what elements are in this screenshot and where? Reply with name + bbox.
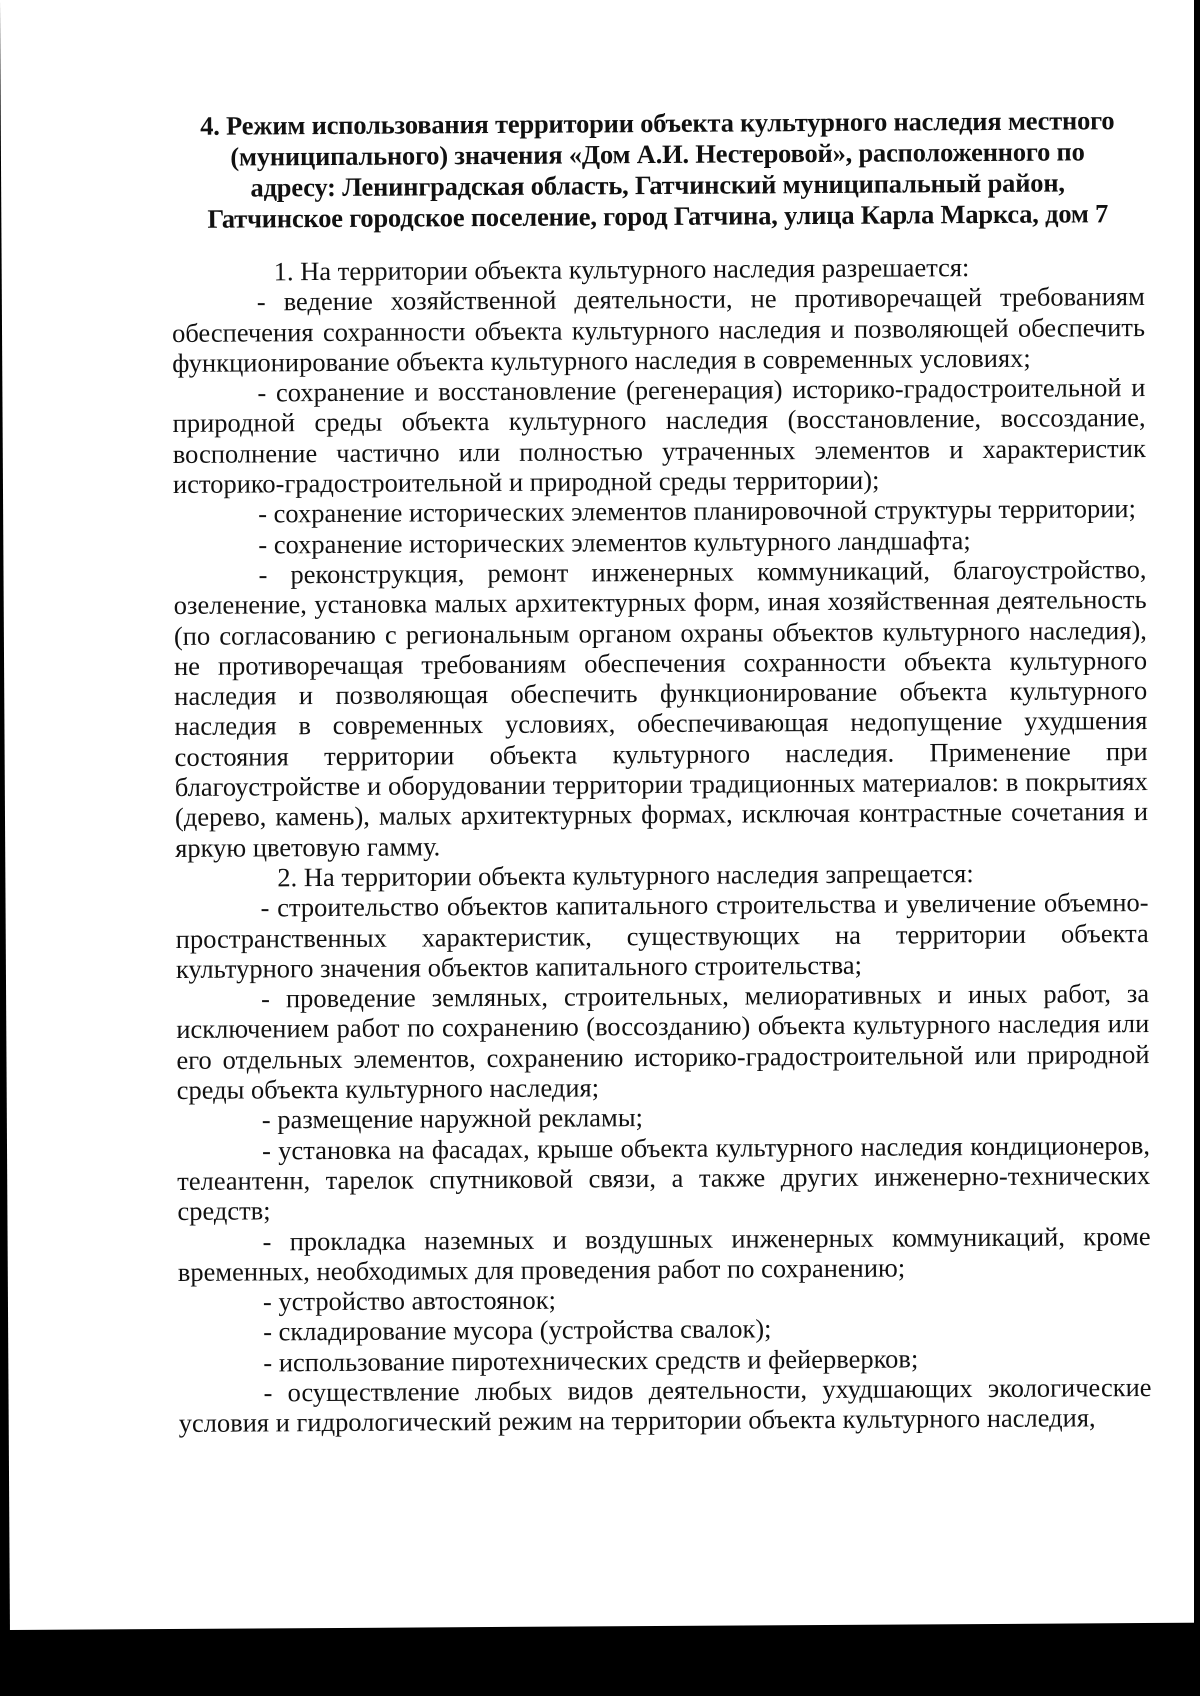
- permitted-item: - сохранение исторических элементов планировочной структуры территории;: [258, 493, 1136, 529]
- prohibited-item: - использование пиротехнических средств и фейерверков;: [263, 1343, 919, 1378]
- scan-border: [1194, 0, 1200, 1696]
- heading-line: 4. Режим использования территории объекта культурного наследия местного: [200, 105, 1115, 141]
- document-body: [171, 105, 1152, 1438]
- permitted-item: - ведение хозяйственной деятельности, не противоречащей требованиям обеспечения сохранности объекта культурного наследия и позволяющей обеспечить функционирование объекта культурного наследия в современных условиях;: [171, 281, 1146, 378]
- section-heading: [171, 105, 1145, 235]
- prohibited-item: - устройство автостоянок;: [262, 1284, 556, 1317]
- permitted-item: - сохранение исторических элементов культурного ландшафта;: [258, 524, 971, 560]
- prohibited-item: - складирование мусора (устройства свалок);: [263, 1313, 772, 1347]
- heading-line: адресу: Ленинградская область, Гатчинский муниципальный район,: [250, 167, 1065, 203]
- prohibited-item: - размещение наружной рекламы;: [261, 1102, 644, 1135]
- section-intro-permitted: 1. На территории объекта культурного наследия разрешается:: [273, 252, 970, 287]
- section-intro-prohibited: 2. На территории объекта культурного наследия запрещается:: [277, 858, 974, 893]
- prohibited-item: - прокладка наземных и воздушных инженерных коммуникаций, кроме временных, необходимых для проведения работ по сохранению;: [177, 1220, 1151, 1287]
- prohibited-item: - установка на фасадах, крыше объекта культурного наследия кондиционеров, телеантенн, тарелок спутниковой связи, а также других инженерно-технических средств;: [177, 1129, 1151, 1227]
- prohibited-item: - проведение земляных, строительных, мелиоративных и иных работ, за исключением работ по сохранению (воссозданию) объекта культурного наследия или его отдельных элементов, сохранению историко-градостроительной или природной среды объекта культурного наследия;: [176, 978, 1150, 1105]
- permitted-item: - сохранение и восстановление (регенерация) историко-градостроительной и природной среды объекта культурного наследия (восстановление, воссоздание, восполнение частично или полностью утраченных элементов и характеристик историко-градостроительной и природной среды территории);: [172, 372, 1146, 500]
- prohibited-item: - осуществление любых видов деятельности, ухудшающих экологические условия и гидрологический режим на территории объекта культурного наследия,: [178, 1371, 1152, 1439]
- heading-line: Гатчинское городское поселение, город Гатчина, улица Карла Маркса, дом 7: [207, 198, 1109, 234]
- prohibited-item: - строительство объектов капитального строительства и увеличение объемно-пространственных характеристик, существующих на территории объекта культурного значения объектов капитального строительства;: [175, 887, 1149, 984]
- permitted-item: - реконструкция, ремонт инженерных коммуникаций, благоустройство, озеленение, установка малых архитектурных форм, иная хозяйственная деятельность (по согласованию с региональным органом охраны объектов культурного наследия), не противоречащая требованиям обеспечения сохранности объекта культурного наследия и позволяющая обеспечить функционирование объекта культурного наследия в современных условиях, обеспечивающая недопущение ухудшения состояния территории объекта культурного наследия. Применение при благоустройстве и оборудовании территории традиционных материалов: в покрытиях (дерево, камень), малых архитектурных формах, исключая контрастные сочетания и яркую цветовую гамму.: [173, 553, 1149, 863]
- heading-line: (муниципального) значения «Дом А.И. Нестеровой», расположенного по: [230, 136, 1085, 172]
